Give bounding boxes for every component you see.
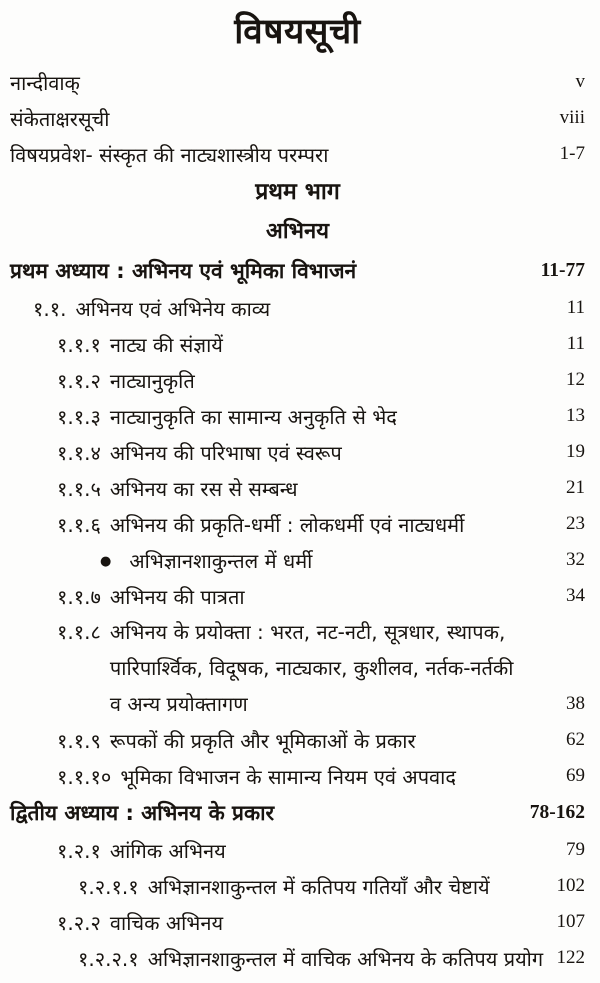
entry-number: १.१.८ bbox=[57, 620, 101, 644]
entry-number: १.२.१.१ bbox=[78, 874, 139, 899]
entry-number: १.१.९ bbox=[57, 728, 101, 753]
page-title: विषयसूची bbox=[234, 12, 361, 52]
entry-page: 122 bbox=[556, 947, 585, 968]
toc-entry bbox=[10, 578, 585, 614]
toc-entry bbox=[10, 470, 585, 506]
toc-entry-bullet bbox=[10, 542, 585, 578]
entry-text: अभिज्ञानशाकुन्तल में कतिपय गतियाँ और चेष्टायें bbox=[147, 874, 490, 899]
toc-entry bbox=[10, 758, 585, 794]
entry-page: 38 bbox=[566, 693, 585, 714]
part-subheading: अभिनय bbox=[266, 219, 329, 244]
entry-number: १.२.१ bbox=[57, 838, 101, 863]
entry-text: विषयप्रवेश- संस्कृत की नाट्यशास्त्रीय परम्परा bbox=[10, 142, 329, 167]
entry-text: अभिनय की परिभाषा एवं स्वरूप bbox=[109, 440, 342, 465]
toc-entry-multiline bbox=[10, 614, 585, 722]
entry-number: १.१.१ bbox=[57, 332, 101, 357]
entry-text: नाट्य की संज्ञायें bbox=[109, 332, 223, 357]
bullet-icon: ● bbox=[100, 553, 112, 569]
entry-text: अभिज्ञानशाकुन्तल में धर्मी bbox=[129, 548, 313, 573]
entry-number: १.२.२.१ bbox=[78, 946, 139, 971]
chapter-heading: प्रथम अध्याय : अभिनय एवं भूमिका विभाजनं bbox=[10, 259, 357, 283]
entry-text: वाचिक अभिनय bbox=[109, 910, 224, 935]
toc-entry bbox=[10, 434, 585, 470]
chapter-heading-row bbox=[10, 252, 585, 290]
entry-text: नाट्यानुकृति bbox=[109, 368, 195, 393]
entry-text: आंगिक अभिनय bbox=[109, 838, 226, 863]
entry-page: 23 bbox=[566, 513, 585, 534]
entry-page: 102 bbox=[556, 875, 585, 896]
entry-page: 107 bbox=[556, 911, 585, 932]
entry-number: १.२.२ bbox=[57, 910, 101, 935]
entry-page: 34 bbox=[566, 585, 585, 606]
entry-page: 13 bbox=[566, 405, 585, 426]
entry-page: 69 bbox=[566, 765, 585, 786]
toc-entry bbox=[10, 722, 585, 758]
front-matter-row bbox=[10, 64, 585, 100]
chapter-heading-row bbox=[10, 794, 585, 832]
entry-page: 79 bbox=[566, 839, 585, 860]
entry-page: viii bbox=[559, 107, 585, 128]
entry-page: 1-7 bbox=[559, 143, 585, 164]
entry-page: 19 bbox=[566, 441, 585, 462]
chapter-heading: द्वितीय अध्याय : अभिनय के प्रकार bbox=[10, 801, 275, 825]
entry-text: अभिनय का रस से सम्बन्ध bbox=[109, 476, 298, 501]
toc-entry bbox=[10, 506, 585, 542]
entry-text-line: व अन्य प्रयोक्तागण bbox=[109, 692, 248, 716]
entry-text: नाट्यानुकृति का सामान्य अनुकृति से भेद bbox=[109, 404, 397, 429]
toc-entry bbox=[10, 832, 585, 868]
entry-text: संकेताक्षरसूची bbox=[10, 106, 110, 131]
entry-text: अभिज्ञानशाकुन्तल में वाचिक अभिनय के कतिपय प्रयोग bbox=[147, 946, 544, 971]
toc-entry bbox=[10, 398, 585, 434]
entry-text-lines bbox=[110, 614, 514, 722]
entry-page: 62 bbox=[566, 729, 585, 750]
toc-entry bbox=[10, 868, 585, 904]
entry-text: अभिनय एवं अभिनेय काव्य bbox=[75, 296, 271, 321]
part-heading: प्रथम भाग bbox=[255, 179, 340, 205]
chapter-pages: 11-77 bbox=[540, 260, 585, 281]
entry-text-line: अभिनय के प्रयोक्ता : भरत, नट-नटी, सूत्रधार, स्थापक, bbox=[109, 620, 506, 644]
chapter-pages: 78-162 bbox=[529, 802, 585, 823]
entry-text-line: पारिपार्श्विक, विदूषक, नाट्यकार, कुशीलव, नर्तक-नर्तकी bbox=[109, 656, 514, 680]
entry-text: अभिनय की पात्रता bbox=[109, 584, 245, 609]
toc-entry bbox=[10, 940, 585, 976]
entry-page: 11 bbox=[566, 333, 585, 354]
toc-entry bbox=[10, 362, 585, 398]
entry-text: नान्दीवाक् bbox=[10, 70, 80, 95]
entry-page: 11 bbox=[566, 297, 585, 318]
toc-entry bbox=[10, 326, 585, 362]
entry-text: भूमिका विभाजन के सामान्य नियम एवं अपवाद bbox=[120, 764, 456, 789]
entry-page: 21 bbox=[566, 477, 585, 498]
entry-number: १.१.३ bbox=[57, 404, 101, 429]
entry-number: १.१. bbox=[33, 296, 67, 321]
entry-page: 12 bbox=[566, 369, 585, 390]
entry-page: 32 bbox=[566, 549, 585, 570]
entry-number: १.१.४ bbox=[57, 440, 101, 465]
entry-number: १.१.१० bbox=[57, 764, 112, 789]
toc-entry bbox=[10, 904, 585, 940]
front-matter-row bbox=[10, 136, 585, 172]
entry-number: १.१.६ bbox=[57, 512, 101, 537]
front-matter-row bbox=[10, 100, 585, 136]
entry-text: रूपकों की प्रकृति और भूमिकाओं के प्रकार bbox=[109, 728, 416, 753]
entry-text: अभिनय की प्रकृति-धर्मी : लोकधर्मी एवं नाट्यधर्मी bbox=[109, 512, 465, 537]
entry-number: १.१.५ bbox=[57, 476, 101, 501]
entry-number: १.१.२ bbox=[57, 368, 101, 393]
entry-page: v bbox=[575, 71, 585, 92]
toc-entry bbox=[10, 290, 585, 326]
entry-number: १.१.७ bbox=[57, 584, 101, 609]
